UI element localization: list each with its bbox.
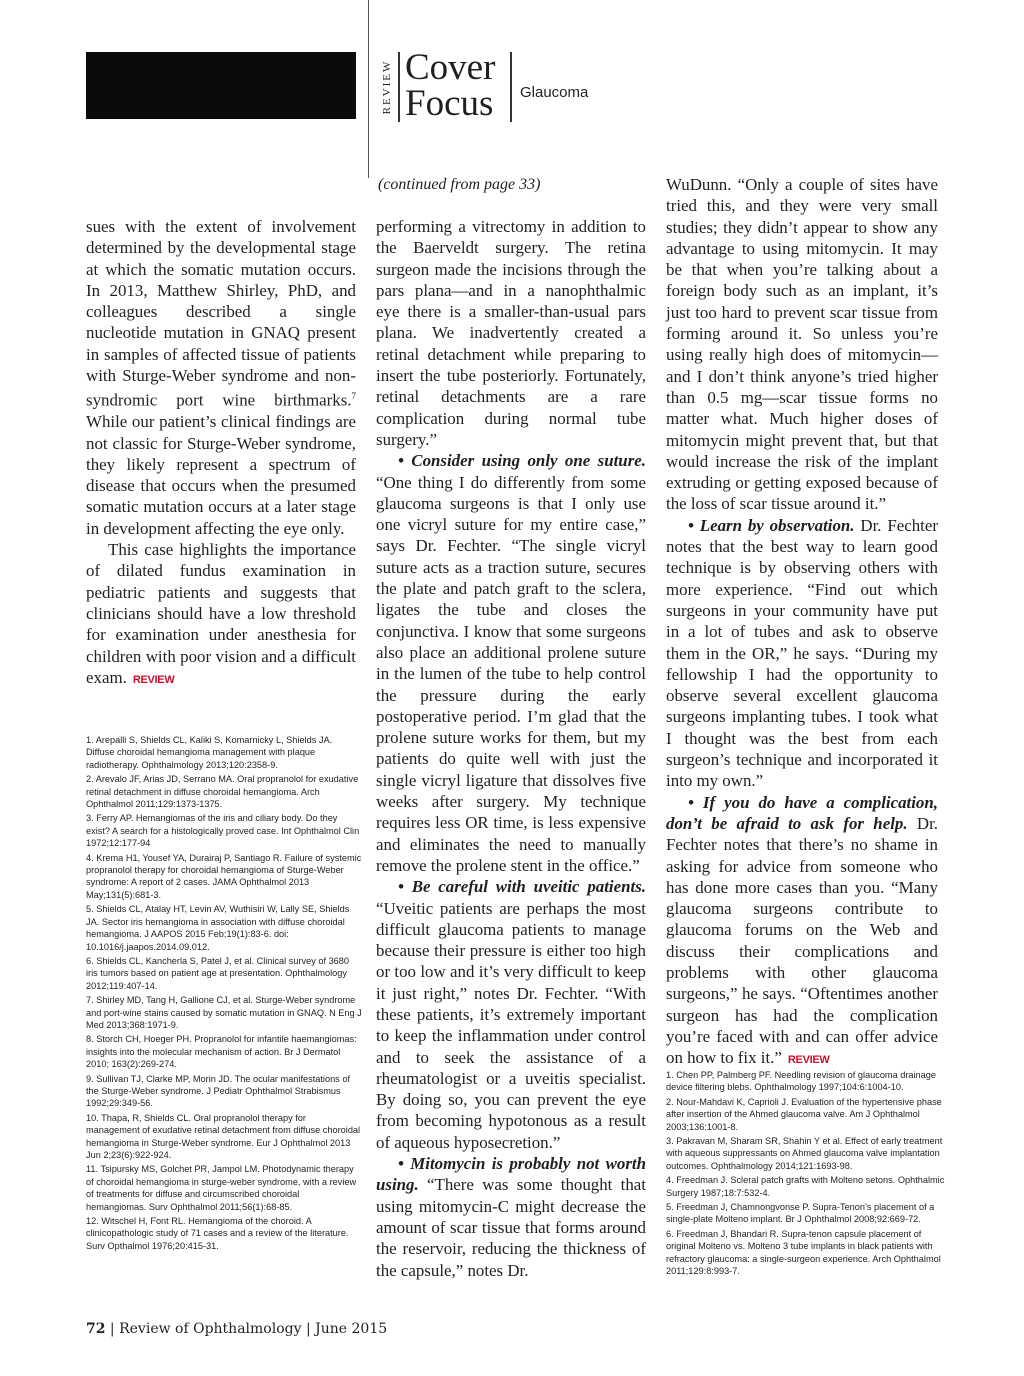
- reference-item: 1. Chen PP, Palmberg PF. Needling revision of glaucoma drainage device filtering blebs. Ophthalmology 1997;104:6:1004-10.: [666, 1070, 936, 1093]
- paragraph: • Learn by observation. Dr. Fechter notes that the best way to learn good technique is by observing others with more experience. “Find out which surgeons in your community have put in a lot of tubes and ask to observe them in the OR,” he says. “During my fellowship I had the opportunity to observe several excellent glaucoma surgeons implanting tubes. I took what I thought was the best from each surgeon’s technique and incorporated it into my own.”: [666, 515, 938, 791]
- paragraph: sues with the extent of involvement determined by the developmental stage at which the somatic mutation occurs. In 2013, Matthew Shirley, PhD, and colleagues described a single nucleotide mutation in GNAQ present in samples of affected tissue of patients with Sturge-Weber syndrome and non-syndromic port wine birthmarks.$^7$ While our patient’s clinical findings are not classic for Sturge-Weber syndrome, they likely represent a spectrum of disease that occurs when the presumed somatic mutation occurs at a later stage in development affecting the eye only.: [86, 217, 356, 538]
- reference-item: 4. Krema H1, Yousef YA, Durairaj P, Santiago R. Failure of systemic propranolol therapy for choroidal hemangioma of Sturge-Weber syndrome: A report of 2 cases. JAMA Ophthalmol 2013 May;131(5):681-3.: [86, 852, 362, 900]
- reference-item: 6. Shields CL, Kancherla S, Patel J, et al. Clinical survey of 3680 iris tumors based on patient age at presentation. Ophthalmology 2012;119:407-14.: [86, 955, 350, 991]
- article-column-1: [86, 216, 356, 691]
- reference-item: 3. Pakravan M, Sharam SR, Shahin Y et al. Effect of early treatment with aqueous suppressants on Ahmed glaucoma valve implantation outcomes. Ophthalmology 2014;121:1693-98.: [666, 1136, 943, 1171]
- reference-item: 4. Freedman J. Scleral patch grafts with Molteno setons. Ophthalmic Surgery 1987;18:7:532-4.: [666, 1175, 945, 1198]
- header-divider: [398, 52, 400, 122]
- page-number: 72: [86, 1321, 106, 1337]
- reference-item: 8. Storch CH, Hoeger PH. Propranolol for infantile haemangiomas: insights into the molecular mechanism of action. Br J Dermatol 2010; 163(2):269-274.: [86, 1034, 357, 1070]
- reference-item: 7. Shirley MD, Tang H, Gallione CJ, et al. Sturge-Weber syndrome and port-wine stains caused by somatic mutation in GNAQ. N Eng J Med 2013;368:1971-9.: [86, 995, 362, 1030]
- references-left: [86, 734, 362, 1254]
- column-divider-line: [368, 0, 369, 178]
- paragraph: • Consider using only one suture. “One thing I do differently from some glaucoma surgeons is that I only use one vicryl suture for my entire case,” says Dr. Fechter. “The single vicryl suture acts as a traction suture, secures the plate and patch graft to the sclera, ligates the tube and closes the conjunctiva. I know that some surgeons also place an additional prolene suture in the lumen of the tube to help control the pressure during the early postoperative period. I’m glad that the prolene suture works for them, but my patients do quite well with just the single vicryl ligature that dissolves five weeks after surgery. My technique requires less OR time, is less expensive and eliminates the need to manually remove the prolene stent in the office.”: [376, 451, 646, 875]
- header-divider: [510, 52, 512, 122]
- reference-item: 6. Freedman J, Bhandari R. Supra-tenon capsule placement of original Molteno vs. Molteno 3 tube implants in black patients with refractory glaucoma: a single-surgeon experience. Arch Ophthalmol 2011;129:8:993-7.: [666, 1228, 941, 1277]
- paragraph: • If you do have a complication, don’t be afraid to ask for help. Dr. Fechter notes that there’s no shame in asking for advice from someone who has done more cases than you. “Many glaucoma surgeons contribute to glaucoma forums on the Web and discuss their complications and problems with other glaucoma surgeons,” he says. “Oftentimes another surgeon has had the complication you’re faced with and can offer advice on how to fix it.” REVIEW: [666, 792, 938, 1068]
- subhead: • Mitomycin is probably not worth using.: [376, 1154, 646, 1195]
- subhead: • If you do have a complication, don’t be afraid to ask for help.: [666, 792, 938, 833]
- issue-date: June 2015: [315, 1321, 388, 1337]
- reference-item: 1. Arepalli S, Shields CL, Kaliki S, Komarnicky L, Shields JA. Diffuse choroidal hemangioma management with plaque radiotherapy. Ophthalmology 2013;120:2358-9.: [86, 735, 333, 770]
- cover-focus-title: Cover Focus: [405, 47, 496, 124]
- review-end-mark: REVIEW: [787, 1054, 830, 1067]
- review-vertical-label: REVIEW: [381, 59, 393, 115]
- references-right: [666, 1069, 946, 1280]
- reference-item: 2. Nour-Mahdavi K, Caprioli J. Evaluation of the hypertensive phase after insertion of the Ahmed glaucoma valve. Am J Ophthalmol 2003;136:1001-8.: [666, 1096, 942, 1132]
- reference-item: 12. Witschel H, Font RL. Hemangioma of the choroid. A clinicopathologic study of 71 cases and a review of the literature. Surv Opthalmol 1976;20:415-31.: [86, 1216, 349, 1251]
- reference-item: 3. Ferry AP. Hemangiomas of the iris and ciliary body. Do they exist? A search for a histologically proved case. Int Ophthalmol Clin 1972;12:177-94: [86, 813, 360, 849]
- paragraph: • Mitomycin is probably not worth using. “There was some thought that using mitomycin-C might decrease the amount of scar tissue that forms around the reservoir, reducing the thickness of the capsule,” notes Dr.: [376, 1154, 646, 1280]
- reference-item: 5. Freedman J, Chamnongvonse P. Supra-Tenon’s placement of a single-plate Molteno implant. Br J Ophthalmol 2008;92:669-72.: [666, 1202, 935, 1225]
- subhead: • Be careful with uveitic patients.: [398, 877, 646, 897]
- reference-item: 2. Arevalo JF, Arias JD, Serrano MA. Oral propranolol for exudative retinal detachment in diffuse choroidal hemangioma. Arch Ophthalmol 2011;129:1373-1375.: [86, 774, 359, 810]
- journal-name: Review of Ophthalmology: [119, 1321, 302, 1337]
- paragraph: This case highlights the importance of dilated fundus examination in pediatric patients and suggests that clinicians should have a low threshold for examination under anesthesia for children with poor vision and a difficult exam. REVIEW: [86, 540, 356, 687]
- reference-item: 9. Sullivan TJ, Clarke MP, Morin JD. The ocular manifestations of the Sturge-Weber syndrome. J Pediatr Ophthalmol Strabismus 1992;29:349-56.: [86, 1073, 350, 1109]
- reference-item: 11. Tsipursky MS, Golchet PR, Jampol LM. Photodynamic therapy of choroidal hemangioma in sturge-weber syndrome, with a review of treatments for diffuse and circumscribed choroidal hemangiomas. Surv Ophthalmol 2011;56(1):68-85.: [86, 1164, 357, 1212]
- page-footer: 72 | Review of Ophthalmology | June 2015: [86, 1321, 388, 1337]
- subhead: • Learn by observation.: [688, 515, 855, 535]
- paragraph: performing a vitrectomy in addition to the Baerveldt surgery. The retina surgeon made the incisions through the pars plana—and in a nanophthalmic eye there is a smaller-than-usual pars plana. We inadvertently created a retinal detachment while preparing to insert the tube posteriorly. Fortunately, retinal detachments are a rare complication during normal tube surgery.”: [376, 217, 646, 449]
- paragraph: • Be careful with uveitic patients. “Uveitic patients are perhaps the most difficult glaucoma patients to manage because their pressure is either too high or too low and it’s very difficult to keep it just right,” notes Dr. Fechter. “With these patients, it’s extremely important to keep the inflammation under control and to seek the assistance of a rheumatologist or a uveitis specialist. By doing so, you can prevent the eye from becoming hypotonous as a result of aqueous hyposecretion.”: [376, 877, 646, 1152]
- article-column-2: [376, 216, 646, 1281]
- continued-note: (continued from page 33): [378, 176, 541, 193]
- section-label: Glaucoma: [520, 84, 589, 101]
- reference-item: 10. Thapa, R, Shields CL. Oral propranolol therapy for management of exudative retinal detachment from diffuse choroidal hemangioma in Sturge-Weber syndrome. Eur J Ophthalmol 2013 Jun 2;23(6):922-924.: [86, 1112, 361, 1160]
- review-end-mark: REVIEW: [132, 673, 175, 686]
- paragraph: WuDunn. “Only a couple of sites have tried this, and they were very small studies; they didn’t appear to show any advantage to using mitomycin. It may be that when you’re talking about a foreign body such as an implant, it’s just too hard to prevent scar tissue from forming around it. So unless you’re using really high does of mitomycin—and I don’t think anyone’s tried higher than 0.5 mg—scar tissue forms no matter what. Much higher doses of mitomycin might prevent that, but that would increase the risk of the implant extruding or getting exposed because of the loss of scar tissue around it.”: [666, 175, 938, 514]
- article-column-3: [666, 174, 938, 1071]
- subhead: • Consider using only one suture.: [398, 451, 646, 471]
- black-header-block: [86, 52, 356, 119]
- reference-item: 5. Shields CL, Atalay HT, Levin AV, Wuthisiri W, Lally SE, Shields JA. Sector iris hemangioma in association with diffuse choroidal hemangioma. J AAPOS 2015 Feb;19(1):83-6. doi: 10.1016/j.jaapos.2014.09.012.: [86, 904, 350, 952]
